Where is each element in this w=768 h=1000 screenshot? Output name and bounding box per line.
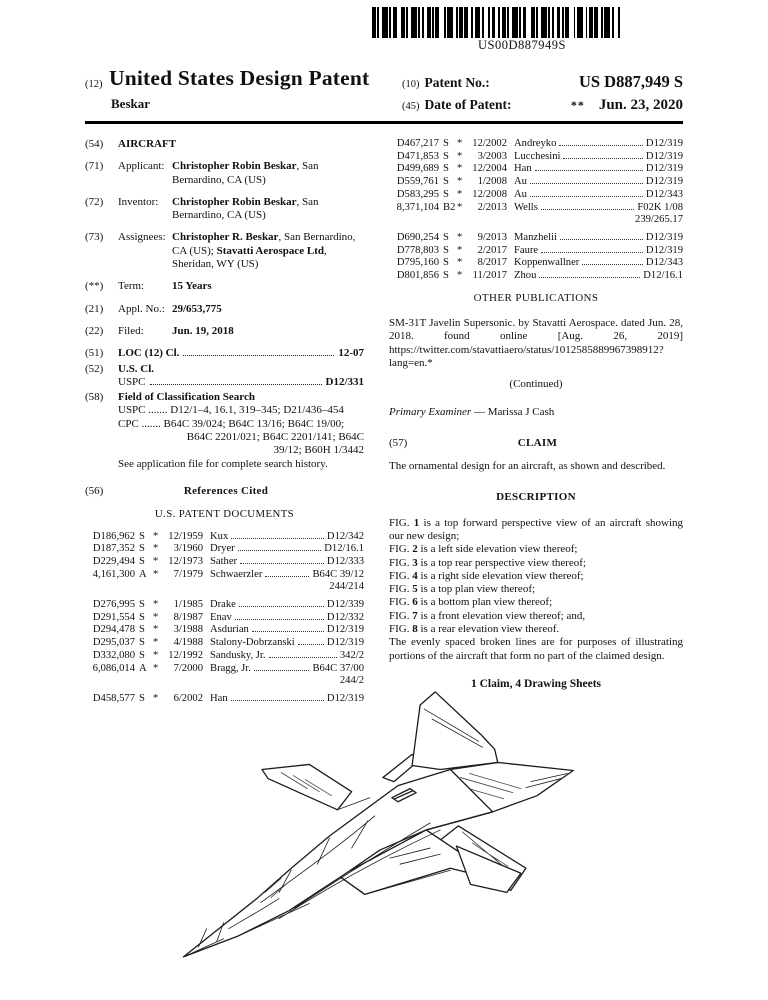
references-cited-heading [85,485,364,498]
description-figure-line: FIG. 6 is a bottom plan view thereof; [389,596,553,609]
filed-label: Filed: [118,324,144,337]
us-class-label: U.S. Cl. [118,362,155,375]
applicant-entry [85,160,364,187]
inid-12: (12) [85,79,103,90]
reference-row: D559,761 S * 1/2008 Au D12/319 [396,176,683,188]
inid-56: (56) [85,484,104,497]
description-title: DESCRIPTION [496,491,576,504]
left-column [85,138,364,706]
dot-leader [563,158,642,159]
invention-title: AIRCRAFT [118,138,177,150]
document-type-title: United States Design Patent [109,66,370,90]
aircraft-figure [128,676,672,1000]
inid-71: (71) [85,160,104,173]
dot-leader [254,670,310,671]
claim-heading [389,437,683,450]
patent-date-value: Jun. 23, 2020 [598,97,683,113]
inid-term: (**) [85,280,104,293]
dot-leader [150,384,322,385]
dot-leader [530,196,643,197]
dot-leader [240,563,324,564]
inventor-label: Inventor: [118,195,159,208]
claim-text: The ornamental design for an aircraft, as shown and described. [389,460,666,473]
reference-row: D467,217 S * 12/2002 Andreyko D12/319 [396,138,683,149]
dot-leader [530,183,643,184]
dot-leader [298,644,324,645]
inid-21: (21) [85,302,104,315]
filed-entry [85,325,364,338]
description-figure-lines [389,517,683,637]
dot-leader [582,264,643,265]
assignee-entry [85,231,364,271]
reference-row: D229,494 S * 12/1973 Sather D12/333 [92,555,364,567]
dot-leader [231,538,324,539]
applicant-value: Christopher Robin Beskar, San Bernardino, CA (US) [172,160,319,186]
reference-row: D294,478 S * 3/1988 Asdurian D12/319 [92,624,364,636]
us-class-entry [85,363,364,390]
description-figure-line: FIG. 7 is a front elevation view thereof; and, [389,609,586,622]
dot-leader [235,619,324,620]
dot-leader [541,209,635,210]
dot-leader [183,355,334,356]
reference-row: D778,803 S * 2/2017 Faure D12/319 [396,244,683,256]
reference-row: D583,295 S * 12/2008 Au D12/343 [396,188,683,200]
field-of-search-line: See application file for complete search history. [118,457,328,470]
assignee-label: Assignees: [118,231,166,244]
reference-row: D295,037 S * 4/1988 Stalony-Dobrzanski D12/319 [92,637,364,649]
reference-row: D801,856 S * 11/2017 Zhou D12/16.1 [396,270,683,282]
aircraft-line-drawing [128,676,672,1000]
loc-class-value: 12-07 [338,347,364,360]
inid-45: (45) [402,101,420,112]
description-figure-line: FIG. 1 is a top forward perspective view of an aircraft showing our new design; [389,516,683,542]
filed-value: Jun. 19, 2018 [172,324,234,337]
reference-continuation: 244/2 [339,675,364,687]
patent-date-label: Date of Patent: [424,97,512,112]
patent-number-value: US D887,949 S [578,72,683,91]
field-of-search-line: B64C 2201/021; B64C 2201/141; B64C [186,431,364,444]
reference-row: 4,161,300 A * 7/1979 Schwaerzler B64C 39/12 [92,568,364,580]
inid-73: (73) [85,231,104,244]
description-figure-line: FIG. 2 is a left side elevation view thereof; [389,543,578,556]
references-table-right [389,138,683,283]
description-note: The evenly spaced broken lines are for purposes of illustrating portions of the aircraft that form no part of the claimed design. [389,636,683,662]
loc-class-entry [85,347,364,360]
dot-leader [559,145,643,146]
reference-row: D499,689 S * 12/2004 Han D12/319 [396,163,683,175]
claims-sheets-line: 1 Claim, 4 Drawing Sheets [470,677,601,690]
reference-row: 8,371,104 B2 * 2/2013 Wells F02K 1/08 [396,201,683,213]
description-figure-line: FIG. 5 is a top plan view thereof; [389,583,536,596]
term-extension-stars: ** [570,98,585,112]
inid-57: (57) [389,436,408,449]
dot-leader [269,657,337,658]
term-value: 15 Years [172,280,212,293]
left-canard [262,764,352,809]
vertical-fin [412,692,498,770]
inventor-value: Christopher Robin Beskar, San Bernardino, CA (US) [172,195,319,222]
appl-no-entry [85,303,364,316]
inid-10: (10) [402,79,420,90]
inid-58: (58) [85,391,104,404]
claim-title: CLAIM [517,436,558,449]
loc-class-label: LOC (12) Cl. [118,347,180,360]
field-of-search-lines [118,404,364,470]
inid-51: (51) [85,347,104,360]
appl-no-value: 29/653,775 [172,302,222,315]
continued-note: (Continued) [509,378,563,391]
reference-row: D291,554 S * 8/1987 Enav D12/332 [92,611,364,623]
barcode [372,7,672,38]
header-rule [85,121,683,124]
uspc-label: USPC [118,375,146,388]
title-entry [85,138,364,151]
applicant-label: Applicant: [118,160,165,173]
reference-row: D276,995 S * 1/1985 Drake D12/339 [92,599,364,611]
other-publications-text: SM-31T Javelin Supersonic. by Stavatti Aerospace. dated Jun. 28, 2018. found online [Aug. 26, 2019] https://twitter.com/stavattiaero/status/1012585889967398912?lang=en.* [389,317,683,369]
field-of-search-line: USPC ....... D12/1–4, 16.1, 319–345; D21/436–454 [118,404,344,417]
reference-continuation: 239/265.17 [635,214,683,226]
right-column [389,138,683,691]
description-figure-line: FIG. 3 is a top rear perspective view thereof; [389,556,587,569]
primary-examiner-label: Primary Examiner [389,405,472,418]
header-right-block [402,72,683,119]
dot-leader [252,631,324,632]
inid-72: (72) [85,195,104,208]
field-of-search-line: 39/12; B60H 1/3442 [273,444,364,457]
assignee-value: Christopher R. Beskar, San Bernardino, CA (US); Stavatti Aerospace Ltd, Sheridan, WY (US) [172,231,356,271]
reference-row: D690,254 S * 9/2013 Manzhelii D12/319 [396,231,683,243]
dot-leader [541,252,643,253]
dot-leader [560,239,643,240]
reference-row: D187,352 S * 3/1960 Dryer D12/16.1 [92,543,364,555]
dot-leader [239,606,324,607]
reference-row: 6,086,014 A * 7/2000 Bragg, Jr. B64C 37/00 [92,662,364,674]
field-of-search-label: Field of Classification Search [118,391,255,404]
appl-no-label: Appl. No.: [118,302,165,315]
other-publications-title: OTHER PUBLICATIONS [473,291,599,304]
field-of-search-entry [85,391,364,471]
inid-52: (52) [85,362,104,375]
reference-row: D471,853 S * 3/2003 Lucchesini D12/319 [396,150,683,162]
dot-leader [238,550,322,551]
patent-date-row [402,97,683,114]
term-label: Term: [118,280,145,293]
term-entry [85,280,364,293]
us-patent-documents-title: U.S. PATENT DOCUMENTS [154,508,295,521]
reference-continuation: 244/214 [329,581,364,593]
inid-54: (54) [85,138,104,150]
patent-number-label: Patent No.: [424,75,490,90]
barcode-text: US00D887949S [478,38,566,52]
reference-row: D332,080 S * 12/1992 Sandusky, Jr. 342/2 [92,649,364,661]
dot-leader [265,576,309,577]
patent-number-row [402,72,683,92]
reference-row: D458,577 S * 6/2002 Han D12/319 [92,692,364,704]
field-of-search-line: CPC ....... B64C 39/024; B64C 13/16; B64C 19/00; [118,417,345,430]
inid-22: (22) [85,324,104,337]
header-inventor-surname: Beskar [111,96,150,111]
dot-leader [539,277,640,278]
reference-row: D186,962 S * 12/1959 Kux D12/342 [92,530,364,542]
inventor-entry [85,196,364,223]
reference-row: D795,160 S * 8/2017 Koppenwallner D12/343 [396,257,683,269]
primary-examiner-line: Primary Examiner — Marissa J Cash [389,405,555,418]
description-figure-line: FIG. 8 is a rear elevation view thereof. [389,623,560,636]
description-figure-line: FIG. 4 is a right side elevation view thereof; [389,569,584,582]
uspc-value: D12/331 [325,375,364,388]
dot-leader [535,170,643,171]
references-cited-title: References Cited [183,484,269,497]
